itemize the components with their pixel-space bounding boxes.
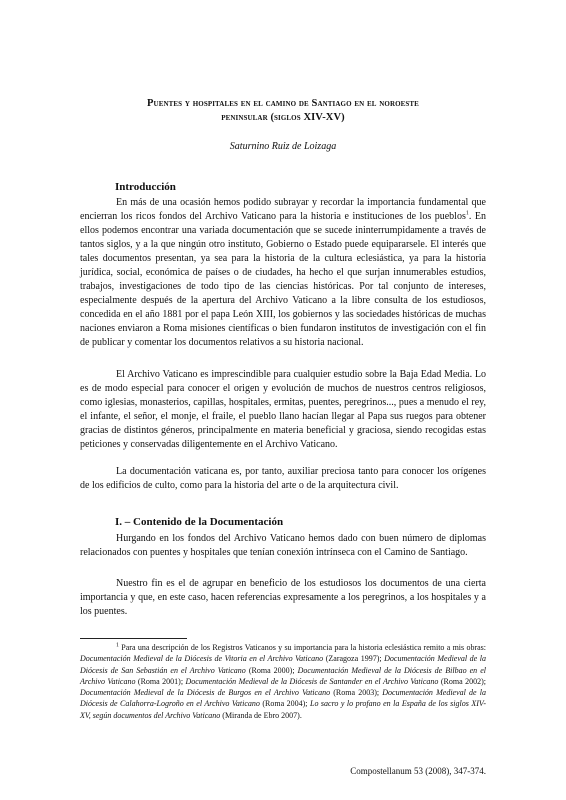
article-title — [60, 97, 506, 125]
footnote-work-title: Documentación Medieval de la Diócesis de San Sebastián en el Archivo Vaticano — [80, 654, 487, 675]
footnote-text: (Miranda de Ebro 2007). — [220, 710, 302, 720]
footnote-work-title: Documentación Medieval de la Diócesis de Bilbao en el Archivo Vaticano — [80, 665, 486, 686]
paragraph-4: Hurgando en los fondos del Archivo Vaticano hemos dado con buen número de diplomas relacionados con puentes y hospitales que tenían conexión intrínseca con el Camino de Santiago. — [80, 533, 486, 558]
footnote-text: (Zaragoza 1997); — [323, 654, 385, 664]
footnote-text: (Roma 2001); — [135, 676, 186, 686]
footnote-divider — [80, 638, 187, 639]
section-heading-introduction: Introducción — [115, 181, 176, 193]
footnote-text: (Roma 2003); — [330, 688, 383, 698]
paragraph-1-text-a: En más de una ocasión hemos podido subrayar y recordar la importancia fundamental que encierran los ricos fondos del Archivo Vaticano para la historia e instituciones de los pueblos — [80, 197, 486, 222]
paragraph-5: Nuestro fin es el de agrupar en beneficio de los estudiosos los documentos de una cierta importancia y que, en este caso, hacen referencias expresamente a los peregrinos, a los hospitales y a los puentes. — [80, 578, 486, 617]
footnote-text: Para una descripción de los Registros Vaticanos y su importancia para la historia eclesiástica remito a mis obras: — [119, 643, 486, 652]
footnote-work-title: Documentación Medieval de la Diócesis de Santander en el Archivo Vaticano — [185, 676, 439, 686]
footnote-number: 1 — [116, 642, 119, 649]
footnote-1 — [80, 642, 486, 721]
journal-citation: Compostellanum 53 (2008), 347-374. — [350, 766, 486, 776]
paragraph-3: La documentación vaticana es, por tanto, auxiliar preciosa tanto para conocer los orígenes de los edificios de culto, como para la historia del arte o de la arquitectura civil. — [80, 466, 486, 491]
footnote-reference-1[interactable]: 1 — [465, 210, 469, 217]
footnote-work-title: Documentación Medieval de la Diócesis de Burgos en el Archivo Vaticano — [80, 688, 331, 698]
footnote-work-title: Documentación Medieval de la Diócesis de Calahorra-Logroño en el Archivo Vaticano — [80, 688, 486, 709]
paragraph-2: El Archivo Vaticano es imprescindible para cualquier estudio sobre la Baja Edad Media. Lo es de modo especial para conocer el origen y evolución de muchos de nuestros centros religiosos, como iglesias, monasterios, capillas, hospitales, ermitas, puentes, peregrinos..., pues a menudo el rey, el infante, el señor, el monje, el fraile, el pueblo llano hacían llegar al Papa sus ruegos para obtener gracias de distintos géneros, principalmente en materia beneficial y graciosa, siendo recogidas estas peticiones y conservadas diligentemente en el Archivo Vaticano. — [80, 369, 486, 450]
footnote-work-title: Documentación Medieval de la Diócesis de Vitoria en el Archivo Vaticano — [80, 654, 324, 664]
paragraph-1-text-b: . En ellos podemos encontrar una variada documentación que se sucede ininterrumpidamente a través de tantos siglos, y a la que ningún otro instituto, Gobierno o Estado puede equipararsele. El interés que tales documentos presentan, ya sea para la historia de la cultura eclesiástica, ya para la historia jurídica, social, económica de países o de ciudades, ha hecho el que surjan innumerables estudios, trabajos, investigaciones de todo tipo de las ciencias históricas. Por tal conjunto de intereses, especialmente después de la apertura del Archivo Vaticano a la libre consulta de los estudiosos, concedida en el año 1881 por el papa León XIII, los gobiernos y las sociedades históricas de muchas naciones enviaron a Roma misiones científicas o bien fundaron institutos de investigación con el fin de publicar y comentar los documentos relativos a su historia nacional. — [80, 211, 487, 348]
section-heading-contenido: I. – Contenido de la Documentación — [115, 516, 284, 528]
footnote-work-title: Lo sacro y lo profano en la España de los siglos XIV-XV, según documentos del Archivo Vaticano — [80, 699, 486, 720]
footnote-text: (Roma 2002); — [438, 676, 486, 686]
footnote-text: (Roma 2000); — [245, 665, 298, 675]
footnote-text: (Roma 2004); — [259, 699, 310, 709]
article-title-line1: Puentes y hospitales en el camino de Santiago en el noroeste — [147, 98, 419, 109]
paragraph-1 — [80, 196, 486, 350]
article-author: Saturnino Ruiz de Loizaga — [229, 141, 337, 152]
article-title-line2: peninsular (siglos XIV-XV) — [221, 112, 345, 123]
